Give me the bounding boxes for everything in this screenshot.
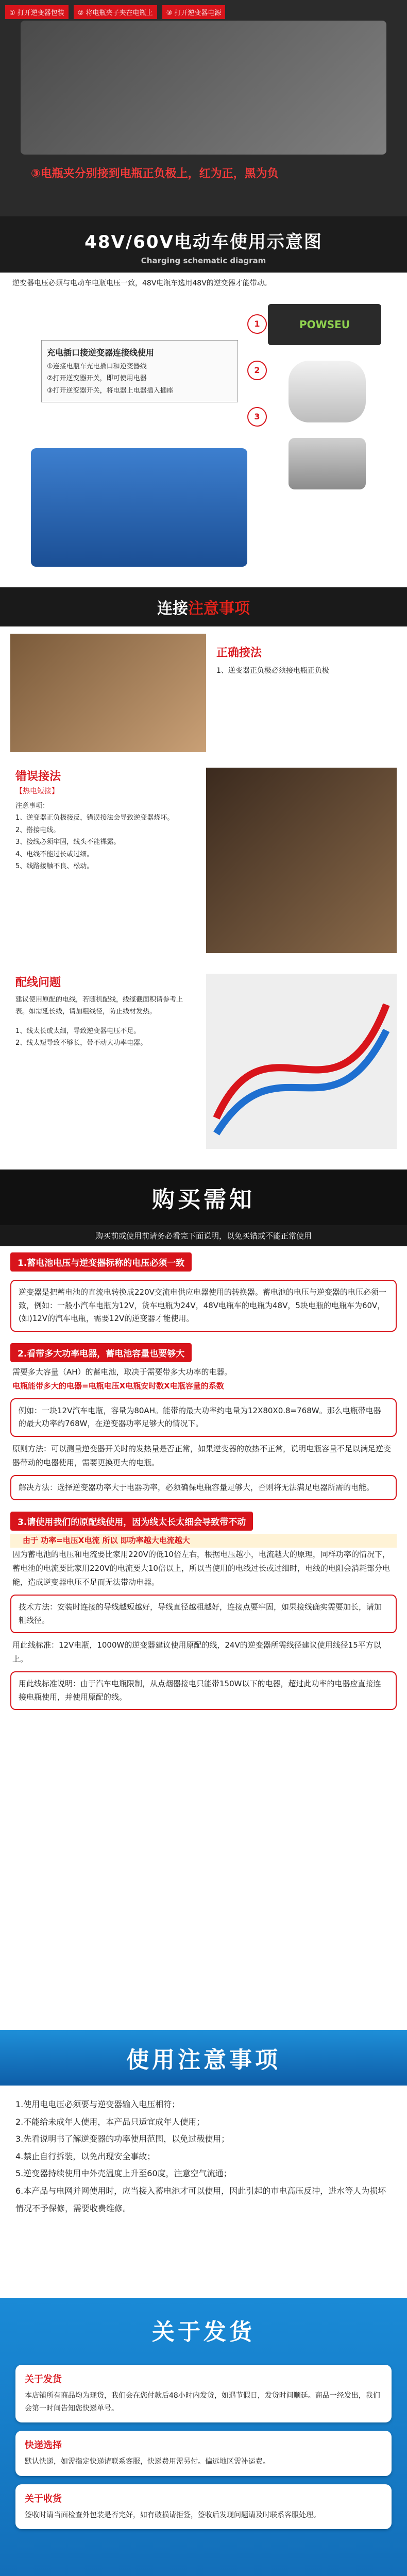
schematic-subtitle: Charging schematic diagram bbox=[141, 256, 266, 265]
correct-text: 1、逆变器正负极必须接电瓶正负极 bbox=[216, 667, 329, 675]
s1-text: 逆变器是把蓄电池的直流电转换成220V交流电供应电器使用的转换器。蓄电池的电压与逆变器的电压必须一致，例如：一般小汽车电瓶为12V，货车电瓶为24V，48V电瓶车的电瓶为48V，5块电瓶的电瓶车为60V，(如)12V的汽车电瓶，需要12V的逆变器才能使用。 bbox=[10, 1280, 397, 1332]
usage-item: 1.使用电电压必须要与逆变器输入电压相符； bbox=[15, 2099, 180, 2109]
wrong-line: 4、电线不能过长或过细。 bbox=[15, 850, 94, 858]
s3-highlight: 由于 功率=电压X电流 所以 即功率越大电流越大 bbox=[10, 1534, 397, 1548]
top-photo-section bbox=[0, 0, 407, 216]
s3-power: 用此线标准：12V电瓶，1000W的逆变器建议使用原配的线，24V的逆变器所需线径建议使用线径15平方以上。 bbox=[12, 1640, 381, 1664]
s2-text: 需要多大容量（AH）的蓄电池，取决于需要带多大功率的电器。 bbox=[12, 1367, 232, 1377]
receipt-card-title: 关于收货 bbox=[25, 2493, 62, 2504]
shipping-section bbox=[0, 2298, 407, 2576]
s2-example: 例如：一块12V汽车电瓶，容量为80AH。能带的最大功率约电量为12X80X0.8=768W。那么电瓶带电器的最大功率约768W，在逆变器功率足够大的情况下。 bbox=[10, 1398, 397, 1437]
wire-point: 2、线太短导致不够长，带不动大功率电器。 bbox=[15, 1039, 147, 1047]
schematic-header bbox=[0, 216, 407, 273]
num-badge-1: 1 bbox=[247, 314, 267, 334]
correct-title: 正确接法 bbox=[216, 647, 262, 659]
s1-title: 1.蓄电池电压与逆变器标称的电压必须一致 bbox=[10, 1252, 192, 1272]
express-card-title: 快递选择 bbox=[25, 2440, 62, 2451]
usage-banner: 使用注意事项 bbox=[0, 2030, 407, 2086]
s2-title: 2.看带多大功率电器，蓄电池容量也要够大 bbox=[10, 1343, 192, 1362]
callout-step: ①连接电瓶车充电插口和逆变器线 bbox=[47, 362, 147, 370]
s2-highlight: 电瓶能带多大的电器=电瓶电压X电瓶安时数X电瓶容量的系数 bbox=[12, 1381, 224, 1391]
s3-use: 用此线标准说明：由于汽车电瓶限制，从点烟器接电只能带150W以下的电器，超过此功率的电器应直接连接电瓶使用，并使用原配的线。 bbox=[10, 1671, 397, 1710]
top-warning: ③电瓶夹分别接到电瓶正负极上，红为正，黑为负 bbox=[31, 167, 279, 180]
inverter-photo bbox=[21, 21, 386, 155]
wrong-line: 注意事项： bbox=[15, 802, 49, 810]
shipping-title: 关于发货 bbox=[152, 2319, 255, 2345]
shipping-card-title: 关于发货 bbox=[25, 2374, 62, 2385]
callout-title: 充电插口接逆变器连接线使用 bbox=[47, 348, 155, 358]
purchase-section bbox=[0, 1170, 407, 2030]
rice-cooker-image bbox=[289, 361, 366, 422]
usage-section bbox=[0, 2030, 407, 2298]
wire-photo bbox=[206, 974, 397, 1149]
wire-title: 配线问题 bbox=[15, 976, 61, 989]
connection-notice-section bbox=[0, 587, 407, 1170]
fryer-image bbox=[289, 438, 366, 489]
s3-text: 因为蓄电池的电压和电流要比家用220V的低10倍左右，根据电压越小，电流越大的原理，同样功率的情况下，蓄电池的电流要比家用220V的电流要大10倍以上，所以当使用的电线过长或过细时，电线的电阻会消耗部分电能，造成逆变器电压不足而无法带动电器。 bbox=[12, 1550, 390, 1587]
wrong-line: 2、搭接电线。 bbox=[15, 826, 60, 834]
top-tag: ① 打开逆变器包装 bbox=[5, 5, 69, 19]
s2-tip: 解决方法：选择逆变器功率大于电器功率，必须确保电瓶容量足够大，否则将无法满足电器所需的电能。 bbox=[10, 1475, 397, 1501]
callout-step: ②打开逆变器开关，即可使用电器 bbox=[47, 375, 147, 383]
correct-photo bbox=[10, 634, 206, 752]
wrong-photo bbox=[206, 768, 397, 953]
express-card-text: 默认快递，如需指定快递请联系客服，快递费用需另付。偏远地区需补运费。 bbox=[25, 2458, 270, 2466]
s2-explain: 原则方法：可以测量逆变器开关时的发热量是否正常，如果逆变器的放热不正常，说明电瓶容量不足以满足逆变器带动的电器使用，需要更换更大的电瓶。 bbox=[12, 1444, 392, 1467]
usage-list bbox=[0, 2086, 407, 2217]
s3-tech: 技术方法：安装时连接的导线越短越好，导线直径越粗越好，连接点要牢固，如果接线确实需要加长，请加粗线径。 bbox=[10, 1595, 397, 1633]
wrong-title: 错误接法 bbox=[15, 770, 61, 783]
wrong-block bbox=[15, 768, 191, 872]
tricycle-image bbox=[31, 448, 247, 567]
notice-title-accent: 注意事项 bbox=[188, 600, 250, 618]
wrong-line: 1、逆变器正负极接反，错误接法会导致逆变器烧坏。 bbox=[15, 814, 174, 822]
wire-block bbox=[15, 974, 191, 1049]
wrong-line: 5、线路接触不良、松动。 bbox=[15, 862, 94, 870]
top-tag: ③ 打开逆变器电源 bbox=[162, 5, 226, 19]
inverter-device bbox=[268, 304, 381, 345]
num-badge-3: 3 bbox=[247, 407, 267, 427]
correct-block bbox=[216, 644, 397, 675]
wire-point: 1、线太长或太细，导致逆变器电压不足。 bbox=[15, 1027, 141, 1035]
usage-item: 3.先看说明书了解逆变器的功率使用范围，以免过载使用； bbox=[15, 2134, 230, 2144]
inverter-label: POWSEU bbox=[299, 318, 350, 331]
notice-title-prefix: 连接 bbox=[157, 600, 188, 618]
wire-text: 建议使用原配的电线，若随机配线，线缆截面积请参考上表。如需延长线，请加粗线径，防止线材发热。 bbox=[15, 996, 183, 1016]
cable-illustration bbox=[206, 974, 397, 1149]
schematic-title: 48V/60V电动车使用示意图 bbox=[84, 232, 323, 252]
notice-heading bbox=[0, 587, 407, 626]
wrong-tag: 【热电短接】 bbox=[15, 787, 59, 795]
express-card bbox=[15, 2431, 392, 2476]
callout-step: ③打开逆变器开关，将电器上电器插入插座 bbox=[47, 386, 174, 395]
receipt-card bbox=[15, 2484, 392, 2529]
schematic-desc: 逆变器电压必须与电动车电瓶电压一致，48V电瓶车选用48V的逆变器才能带动。 bbox=[12, 279, 272, 287]
usage-item: 4.禁止自行拆装，以免出现安全事故； bbox=[15, 2151, 156, 2161]
callout-box bbox=[41, 340, 238, 402]
receipt-card-text: 签收时请当面检查外包装是否完好，如有破损请拒签，签收后发现问题请及时联系客服处理。 bbox=[25, 2511, 320, 2519]
num-badge-2: 2 bbox=[247, 361, 267, 380]
wrong-line: 3、接线必须牢固，线头不能裸露。 bbox=[15, 838, 121, 846]
purchase-intro: 购买前或使用前请务必看完下面说明，以免买错或不能正常使用 bbox=[0, 1225, 407, 1246]
shipping-card-text: 本店铺所有商品均为现货，我们会在您付款后48小时内发货，如遇节假日，发货时间顺延。商品一经发出，我们会第一时间告知您快递单号。 bbox=[25, 2392, 380, 2413]
usage-item: 6.本产品与电网并网使用时，应当接入蓄电池才可以使用，因此引起的市电高压反冲，进水等人为损坏情况不予保修，需要收费维修。 bbox=[15, 2185, 386, 2213]
top-tag: ② 将电瓶夹子夹在电瓶上 bbox=[74, 5, 157, 19]
schematic-section bbox=[0, 216, 407, 587]
top-tags bbox=[5, 5, 225, 19]
s3-title: 3.请使用我们的原配线使用，因为线太长太细会导致带不动 bbox=[10, 1512, 253, 1531]
usage-item: 2.不能给未成年人使用，本产品只适宜成年人使用； bbox=[15, 2116, 205, 2127]
purchase-banner: 购买需知 bbox=[0, 1170, 407, 1225]
shipping-card bbox=[15, 2365, 392, 2422]
usage-item: 5.逆变器持续使用中外壳温度上升至60度，注意空气流通； bbox=[15, 2168, 232, 2179]
